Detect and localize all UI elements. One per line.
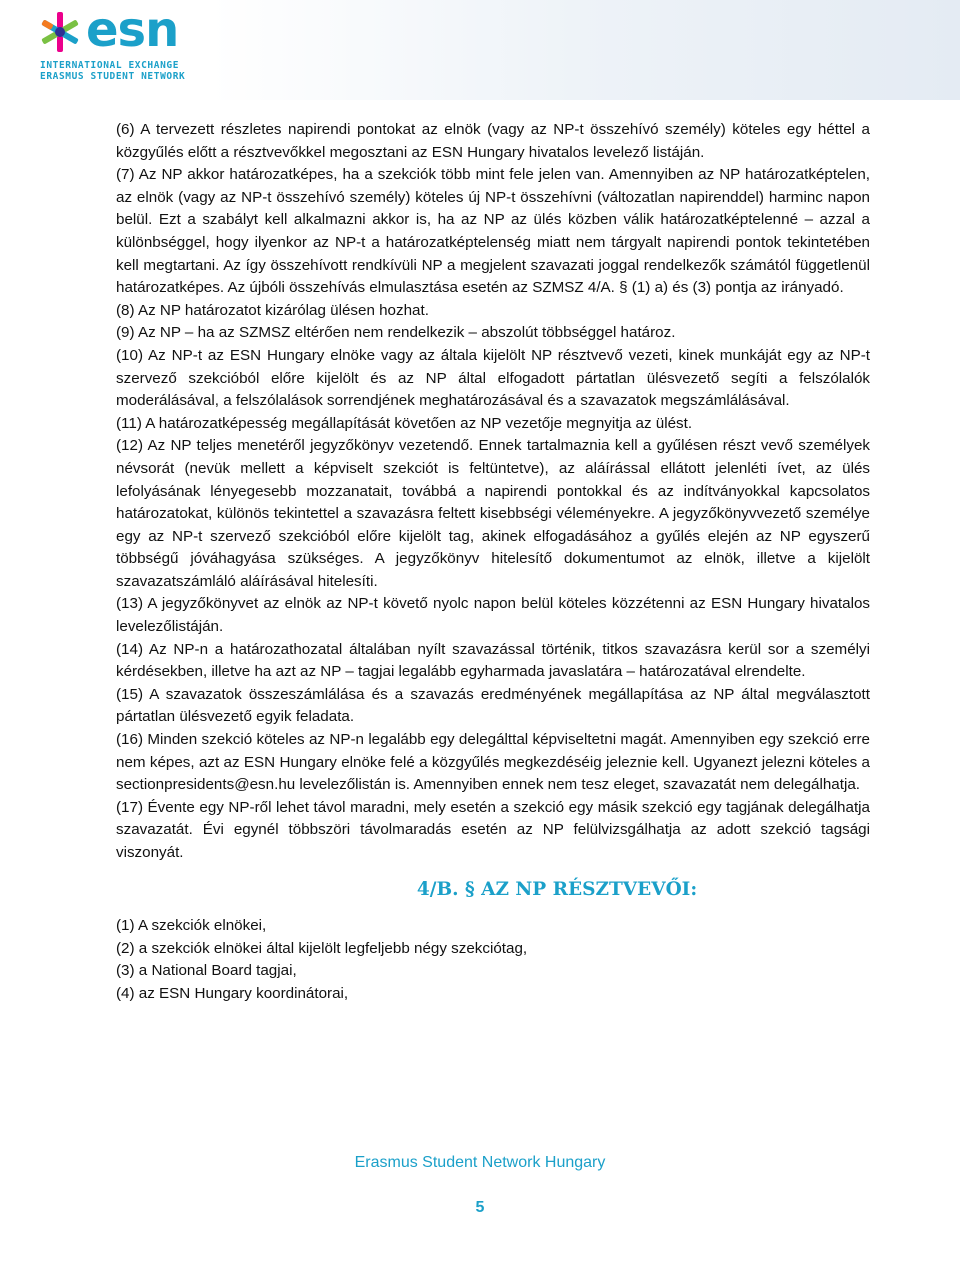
- paragraph-11: (11) A határozatképesség megállapítását követően az NP vezetője megnyitja az ülést.: [116, 414, 693, 432]
- list-item: (4) az ESN Hungary koordinátorai,: [116, 984, 349, 1002]
- page-number: 5: [475, 1199, 485, 1216]
- paragraph-8: (8) Az NP határozatot kizárólag ülésen hozhat.: [116, 301, 429, 319]
- logo-tagline-2: ERASMUS STUDENT NETWORK: [40, 71, 186, 82]
- paragraph-7: (7) Az NP akkor határozatképes, ha a szekciók több mint fele jelen van. Amennyiben az NP határozatképtelen, az elnök (vagy az NP-t összehívó személy) köteles új NP-t összehívni (változatlan napirenddel) harminc napon belül. Ezt a szabályt kell alkalmazni akkor is, ha az NP az ülés közben válik határozatképtelenné – azzal a különbséggel, hogy ilyenkor az NP-t a határozatképtelenség miatt nem tárgyalt napirendi pontok tekintetében kell megtartani. Az így összehívott rendkívüli NP a megjelent szavazati joggal rendelkezők számától függetlenül határozatképes. Az újbóli összehívás elmulasztása esetén az SZMSZ 4/A. § (1) a) és (3) pontja az irányadó.: [116, 166, 870, 297]
- paragraph-15: (15) A szavazatok összeszámlálása és a szavazás eredményének megállapítása az NP által megválasztott pártatlan ülésvezető egyik feladata.: [116, 685, 870, 726]
- paragraph-14: (14) Az NP-n a határozathozatal általában nyílt szavazással történik, titkos szavazásra kerül sor a személyi kérdésekben, illetve ha azt az NP – tagjai legalább egyharmada javaslatára – határozatával elrendelte.: [116, 640, 870, 681]
- esn-logo: [0, 0, 214, 100]
- section-heading: 4/B. § AZ NP RÉSZTVEVŐI:: [416, 878, 698, 900]
- logo-tagline-1: INTERNATIONAL EXCHANGE: [40, 60, 180, 71]
- paragraph-13: (13) A jegyzőkönyvet az elnök az NP-t követő nyolc napon belül köteles közzétenni az ESN Hungary hivatalos levelezőlistáján.: [116, 595, 870, 636]
- esn-wordmark: esn: [86, 2, 179, 58]
- paragraph-17: (17) Évente egy NP-ről lehet távol maradni, mely esetén a szekció egy másik szekció egy tagjának delegálhatja szavazatát. Évi egynél többszöri távolmaradás esetén az NP felülvizsgálhatja az adott szekció tagsági viszonyát.: [116, 798, 870, 861]
- paragraph-12: (12) Az NP teljes menetéről jegyzőkönyv vezetendő. Ennek tartalmaznia kell a gyűlésen részt vevő személyek névsorát (nevük mellett a képviselt szekciót is feltüntetve), az aláírással ellátott jelenléti ívet, az ülés lefolyásának lényegesebb mozzanatait, továbbá a napirendi pontokkal és az indítványokkal kapcsolatos határozatokat, különös tekintettel a szavazásra feltett kisebbségi véleményekre. A jegyzőkönyvvezető személye egy az NP-t szervező szekcióból előre kijelölt tag, akinek elfogadásához a gyűlés elején az NP egyszerű többségű jóváhagyása szükséges. A jegyzőkönyv hitelesítő dokumentumot az elnök, illetve a kijelölt szavazatszámláló aláírásával hitelesíti.: [116, 437, 870, 590]
- list-item: (2) a szekciók elnökei által kijelölt legfeljebb négy szekciótag,: [116, 939, 528, 957]
- paragraph-10: (10) Az NP-t az ESN Hungary elnöke vagy az általa kijelölt NP résztvevő vezeti, kinek munkáját egy az NP-t szervező szekcióból előre kijelölt és az NP által elfogadott pártatlan ülésvezető segíti a felszólalók moderálásával, a felszólalások sorrendjének meghatározásával és a szavazatok megszámlálásával.: [116, 346, 870, 410]
- list-item: (1) A szekciók elnökei,: [116, 917, 267, 935]
- document-body: [116, 119, 870, 1006]
- list-item: (3) a National Board tagjai,: [116, 962, 297, 980]
- footer-organization: Erasmus Student Network Hungary: [354, 1154, 606, 1171]
- paragraph-16: (16) Minden szekció köteles az NP-n legalább egy delegálttal képviseltetni magát. Amennyiben egy szekció erre nem képes, azt az ESN Hungary elnöke felé a közgyűlés megkezdéséig jeleznie kell. Ugyanezt jelezni köteles a sectionpresidents@esn.hu levelezőlistán is. Amennyiben ennek nem tesz eleget, szavazatát nem delegálhatja.: [116, 731, 870, 794]
- paragraph-9: (9) Az NP – ha az SZMSZ eltérően nem rendelkezik – abszolút többséggel határoz.: [116, 324, 676, 342]
- paragraph-6: (6) A tervezett részletes napirendi pontokat az elnök (vagy az NP-t összehívó személy) köteles egy héttel a közgyűlés előtt a résztvevőkkel megosztani az ESN Hungary hivatalos levelező listáján.: [116, 121, 870, 161]
